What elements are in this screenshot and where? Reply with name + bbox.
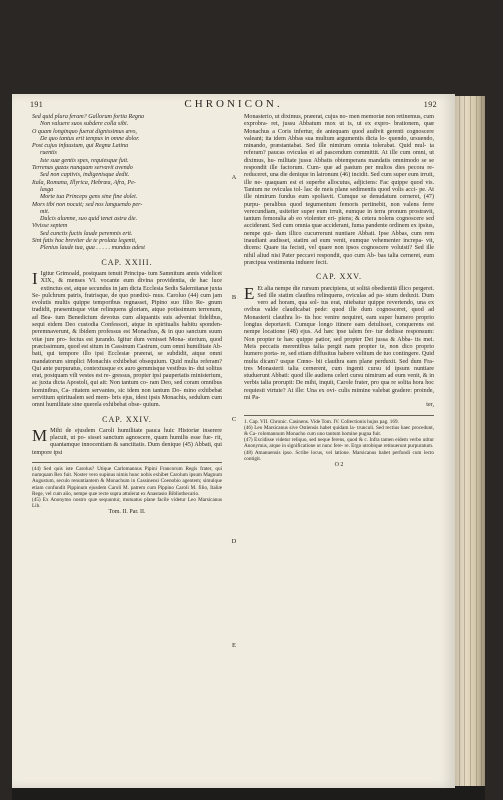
book-page [12,94,455,788]
verse-line: De quo tantus erit tempus in omne dolor. [40,135,140,142]
chapter-text [244,283,434,403]
footnote: (45) Ex Anonymo nostro quæ sequuntur, mutuatus plane facile videtur Leo Marsicanus Lib. [32,497,222,510]
footnotes [244,415,434,469]
verse-line: lasga [40,186,54,193]
footnote: 1. Cap. VII. Chronic. Casinens. Vide Tom. IV. Collectionis hujus pag. 169. [244,418,399,425]
footnote: (46) Leo Marsicanus sive Ostiensis habet quidam la- trunculi. Sed rectius haec procedunt, & Ca- rolomannum Monacho cum uno tantum homine pugna fuit. [244,424,434,437]
book-shadow [12,786,485,800]
drop-cap: I [32,268,38,288]
verse-line: Vivisse septem [32,223,68,230]
signature-mark: O 2 [334,462,344,468]
chapter-heading: CAP. XXIV. [102,414,152,424]
margin-letter: D [231,538,237,545]
chapter-body: Igitur Grimoald, postquam tenuit Principa- tum Samnitum annis videlicet XIX., & menses VI. vocante eum divina providentia, de hac luce extinctus est, atque secundus in jam dicta Ecclesia Sedis Salernitanæ juxta Se- pulchrum patris, fratrisque, de quo prædixi- mus. Caroluo (44) cum jam evolutis multis quippe temporibus regnasset, Pipino suo filio Re- gnum tradidit, præsentisque vitæ relinquens gloriam, atque potissimum terrenum, ad Bea- tum Benedictum devotus cum aliquantis suis adveniat fidelibus, sequi eidem Deo custodia Confessori, atque in spiritualis habitu sponden- peremnaverunt, & ibidem professus est Monachus, & in quo sanctum suum vitæ jure pro- fectus est jurando. Igitur dum venisset Mona- sterium, quod præcissimum, quod est situm in Cassinum Castrum, cum omni humilitate Ab- bati, qui tempore illo ipsi Ecclesiæ præerat, se subdidit, atque omni mandatorum simplici Monachis exhibebat obsequium. Quid multa referam? Qui ante purpuratus, contextusque ex auro gemmisque vestibus in- dui solitus erat, postquam vili vestes est re- gressus, propter ipsi paupertatis ministerium, ac juxta dicta Apostoli, qui ait: Non tantum co- ram Deo, sed coram omnibus hominibus, Ca- ritatem servantes, sic idem non tantum Do- mino exhibebat servitium spiritualem sed mem- bris ejus, idest ipsis Monachis, sedulum cum omni humilitate sine querela exhibebat obse- quium. [32,270,222,409]
verse-line: Sed non captivis, indigenisque dedit. [40,172,130,179]
chapter-text [32,425,222,457]
running-header [30,98,437,112]
margin-letter: A [231,174,237,181]
margin-letter: E [232,642,236,649]
page-number-right: 192 [423,100,437,109]
chapter-body: Mihi de ejusdem Caroli humilitate pauca huic Historiæ inserere placuit, ut po- sisset sanctum agnoscere, quam humilis esse fue- rit, quantamque innocentiam & sanctitatis. Dum denique (45) Abbati, qui tempore ipsi [32,427,222,456]
catchword: ter, [426,402,434,409]
footnote: (48) Amanuensis ipso. Scribe locus, vel latione. Marsicanus habet perfundi cum lecto contigit. [244,449,434,462]
verse-line: Dulcis alumne, suo quid tenet astra die. [40,216,138,223]
running-title: CHRONICON. [184,98,283,110]
verse-line: ruentis [40,150,57,157]
chapter-text [32,268,222,410]
footnote: (44) Sed quis iste Carolus? Utique Carlomannus Pipini Francorum Regis frater, qui numquam Rex fuit. Noster vero supinus nimis hunc nobis exhibet Carolum ipsum Magnum Augustum, seculo renuntiantem & Monachum in Cassinensi Coenobio agentem; simulque etiam confundit Pippinum ejusdem Caroli M. patrem cum Pippino Caroli M. filio, Italiæ Rege, vel cum alio, nempe quæ recte supra attulerat ex Anastasio Bibliothecario. [32,466,222,497]
verse-line: Mors tibi non nocuit; sed nos languendo per- [32,201,143,208]
verse-line: O quam longinquo fuerat dignissimus ævo, [32,128,137,135]
verse-line: Morte tua Princeps gens sine fine dolet. [40,194,138,201]
drop-cap: E [244,283,255,303]
book-fore-edge [455,96,485,786]
footnote: (47) Excidisse videtur reliquo, sed neque ferens, quod & c. Infra tamen eidem verbo utitur Anonymus, atque in significatione ut nunc fere- re. Ergo utrobique retinuerunt purpuratum. [244,437,434,450]
verse-line: Sed quid plura feram? Gallorum fortia Regna [32,114,145,120]
epitaph-verse [32,114,222,253]
verse-line: mit. [40,208,50,215]
drop-cap: M [32,425,48,445]
verse-line: Iste suæ gentis spes, requiesque fuit. [40,157,129,164]
signature-mark: Tom. II. Par. II. [108,509,146,516]
footnotes [32,462,222,516]
verse-line: Sint fatis hoc breviter de te prolata legenti, [32,238,137,245]
verse-line: Sed cunctis fuctis laude peremnis erit. [40,230,133,237]
margin-letter: C [231,416,237,423]
verse-line: Plenius laude tua, qua . . . . . mundus adest [40,245,145,252]
chapter-heading: CAP. XXIII. [101,257,153,267]
left-column [32,114,222,516]
margin-letter: B [231,294,237,301]
verse-line: Non valuere suos subdere colla sibi. [40,121,129,128]
verse-line: Post cujus infaustum, qui Regna Latina [32,143,129,150]
chapter-body: Et alia nempe die rursum præcipiens, ut solitā obedientiā illico pergeret. Sed ille statim clauthra relinquens, oviculas ad pa- stum deduxit. Dum vero ad horam, qua sol- tus erat, nitebatur quippe revertendo, una ex ovibus valde claudicabat pede: quod ille dum cognosceret, quod ad Monasterii clauthra lo- tis hoc venire nequiret, eam super humero proprio longius deportavit. Cumque longo itinere eam detulisset, conquerens est nempe locatione (48) ejus. Ad hæc ipse talem fer- tur dedisse responsum: Non propter te hæc quippe patior, sed propter Dei jussa & Abba- tis mei. Meis peccatis merentibus talia pergit nam propter te, non dico proprio humero porta- re, sed etiam diffusitus habere velitum de tuo contingere. Quid multa dicam? usque Cœno- bii clauthra eam plane perduxit. Sed dum Fra- tres Monasterii talia cernerent, cum ingenti cursu id ipsum nuntiare studuerunt Abbati: quod ille audiens celeri cursu nimirum ad eum venit, & in verbis talia prorupit: De mihi, inquit, Carole frater, pro qua re solita hora hoc requiesti virtute? At ille: Una ex ovi- culis mimine valebat gradere: proinde, mi Pa- [244,285,434,401]
chapter-body: Monasterio, ut diximus, præerat, cujus no- men memoriæ non retinemus, cum exprobra- ret, jussu Abbatum mox ut is, ut ex expro- brationem, quæ Monachus a Coris infertur, de antequam quod audivit gerenti cognoscere valeant; ita idem Abbas sua multum argumentis dicta lo- quendo, ursuendo, minando, præstantabat. Sed ille nimirum omnia tolerabat. Quid mul- ta referam? paucas oviculas ei ad pascendum committit. At ille cum omni, ut diximus, hu- militate jussu Abbatis obtemperans mandatis omnimodo se se respondit ille factorum. Cum- que ad pastum per multos dies pecora re- reduceret, una die denique in latronum (46) incidit. Sed cum super eum irruit, ille ne- quaquam est ei superbe allocutus, adjiciens: Fac quippe quod vis. Tantum ne oviculas tol- las: de meis plane sedimentis quod volis acci- pe. At ille nimirum fundus eum spoliavit. Cumque se denudatum cerneret, (47) purpu- peralibus quod tegumentum femoris pertinebit, non valens ferre verecundiam, usiteiter super eum irruit, eumque in terra pronum prostravit, tantum femoralia ab eo violenter eri- piens; & cetera nolens cognoscere sed acciderant. Sed cum omnia quæ acciderant, fuma pandente ordinem ex ipsius, nempe qui- dam illico cucurrerunt nuntiare Abbati. Ipse Abbas, cum rem inaudiant audisset, statim ad eum venit, eumque vehementer increpa- vit, dicens: Quare ita fecisti, vel quare non ipsos cognoscere voluisti? Sed ille nihil aliud nisi Pater peccavi respondit, quo cum Ab- bas talia cerneret, eum præcipua vestimenta induere fecit. [244,114,434,266]
verse-line: Itala, Romana, Illyrica, Hebræa, Afra, Pe- [32,179,136,186]
chapter-heading: CAP. XXV. [316,272,362,282]
verse-line: Terrenas gazas nunquam servavit avendo [32,165,133,172]
page-number-left: 191 [30,100,44,109]
right-column [244,114,434,468]
